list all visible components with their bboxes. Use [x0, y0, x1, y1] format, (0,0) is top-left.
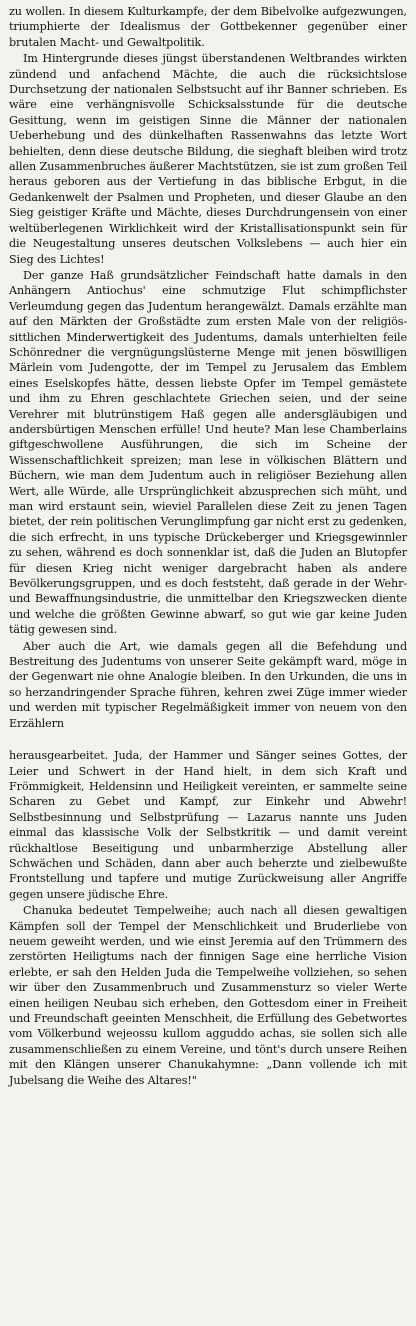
paragraph-chanuka: Chanuka bedeutet Tempelweihe; auch nach all diesen gewaltigen Kämpfen soll der Tempel der Menschlichkeit und Bruderliebe von neuem geweiht werden, und wie einst Jeremia auf den Trümmern des zerstörten Heiligtums nach der finnigen Sage eine herrliche Vision erlebte, er sah den Helden Juda die Tempelweihe vollziehen, so sehen wir über den Zusammenbruch und Zusammensturz so vieler Werte einen heiligen Neubau sich erheben, den Gottesdom einer in Freiheit und Freundschaft geeinten Menschheit, die Erfüllung des Gebetwortes vom Völkerbund wejeossu kullom agguddo achas, sie sollen sich alle zusammenschließen zu einem Vereine, und tönt's durch unsere Reihen mit den Klängen unserer Chanukahymne: „Dann vollende ich mit Jubelsang die Weihe des Altares!": [9, 904, 407, 1087]
paragraph-juda: herausgearbeitet. Juda, der Hammer und Sänger seines Gottes, der Leier und Schwert in der Hand hielt, in dem sich Kraft und Frömmigkeit, Heldensinn und Heiligkeit vereinten, er sammelte seine Scharen zu Gebet und Kampf, zur Einkehr und Abwehr! Selbstbesinnung und Selbstprüfung — Lazarus nannte uns Juden einmal das klassische Volk der Selbstkritik — und damit vereint rückhaltlose Beseitigung und unbarmherzige Abstellung aller Schwächen und Schäden, dann aber auch beherzte und zielbewußte Frontstellung und tapfere und mutige Zurückweisung aller Angriffe gegen unsere jüdische Ehre.: [9, 749, 407, 901]
paragraph-kampf-art: Aber auch die Art, wie damals gegen all die Befehdung und Bestreitung des Judentums von unserer Seite gekämpft ward, möge in der Gegenwart nie ohne Analogie bleiben. In den Urkunden, die uns in so herzandringender Sprache führen, kehren zwei Züge immer wieder und werden mit typischer Regelmäßigkeit immer von neuem von den Erzählern: [9, 639, 407, 730]
paragraph-weltbrand: Im Hintergrunde dieses jüngst überstandenen Weltbrandes wirkten zündend und anfachend Mächte, die auch die rücksichtslose Durchsetzung der nationalen Selbstsucht auf ihr Banner schrieben. Es wäre eine verhängnisvolle Schicksalsstunde für die deutsche Gesittung, wenn im geistigen Sinne die Männer der nationalen Ueberhebung und des dünkelhaften Rassenwahns das letzte Wort behielten, denn diese deutsche Bildung, die sieghaft bleiben wird trotz allen Zusammenbruches äußerer Machtstützen, sie ist zum großen Teil heraus geboren aus der Vertiefung in das biblische Erbgut, in die Gedankenwelt der Psalmen und Propheten, und dieser Glaube an den Sieg geistiger Kräfte und Mächte, dieses Durchdrungensein von einer weltüberlegenen Wirklichkeit wird der Kristallisationspunkt sein für die Neugestaltung unseres deutschen Volkslebens — auch hier ein Sieg des Lichtes!: [9, 52, 407, 266]
paragraph-feindschaft: Der ganze Haß grundsätzlicher Feindschaft hatte damals in den Anhängern Antiochus' eine schmutzige Flut schimpflichster Verleumdung gegen das Judentum herangewälzt. Damals erzählte man auf den Märkten der Großstädte zum ersten Male von der religiös-sittlichen Minderwertigkeit des Judentums, damals unterhielten feile Schönredner die vergnügungslüsterne Menge mit jenen böswilligen Märlein vom Judengotte, der im Tempel zu Jerusalem das Emblem eines Eselskopfes hätte, dessen liebste Opfer im Tempel gemästete und ihm zu Ehren geschlachtete Griechen seien, und der seine Verehrer mit blutrünstigem Haß gegen alle andersgläubigen und andersbürtigen Menschen erfülle! Und heute? Man lese Chamberlains giftgeschwollene Ausführungen, die sich im Scheine der Wissenschaftlichkeit spreizen; man lese in völkischen Blättern und Büchern, wie man dem Judentum auch in religiöser Beziehung allen Wert, alle Würde, alle Ursprünglichkeit abzusprechen sich müht, und man wird erstaunt sein, wieviel Parallelen diese Zeit zu jenen Tagen bietet, der rein politischen Verunglimpfung gar nicht erst zu gedenken, die sich erfrecht, in uns typische Drückeberger und Kriegsgewinnler zu sehen, während es doch sonnenklar ist, daß die Juden an Blutopfer für diesen Krieg nicht weniger dargebracht haben als andere Bevölkerungsgruppen, und es doch feststeht, daß gerade in der Wehr- und Bewaffnungsindustrie, die unmittelbar den Kriegszwecken diente und welche die größten Gewinne abwarf, so gut wie gar keine Juden tätig gewesen sind.: [9, 268, 407, 637]
column-break-gap: [9, 731, 407, 748]
paragraph-intro-continuation: zu wollen. In diesem Kulturkampfe, der dem Bibelvolke aufgezwungen, triumphierte der Idealismus der Gottbekenner gegenüber einer brutalen Macht- und Gewaltpolitik.: [9, 5, 407, 49]
